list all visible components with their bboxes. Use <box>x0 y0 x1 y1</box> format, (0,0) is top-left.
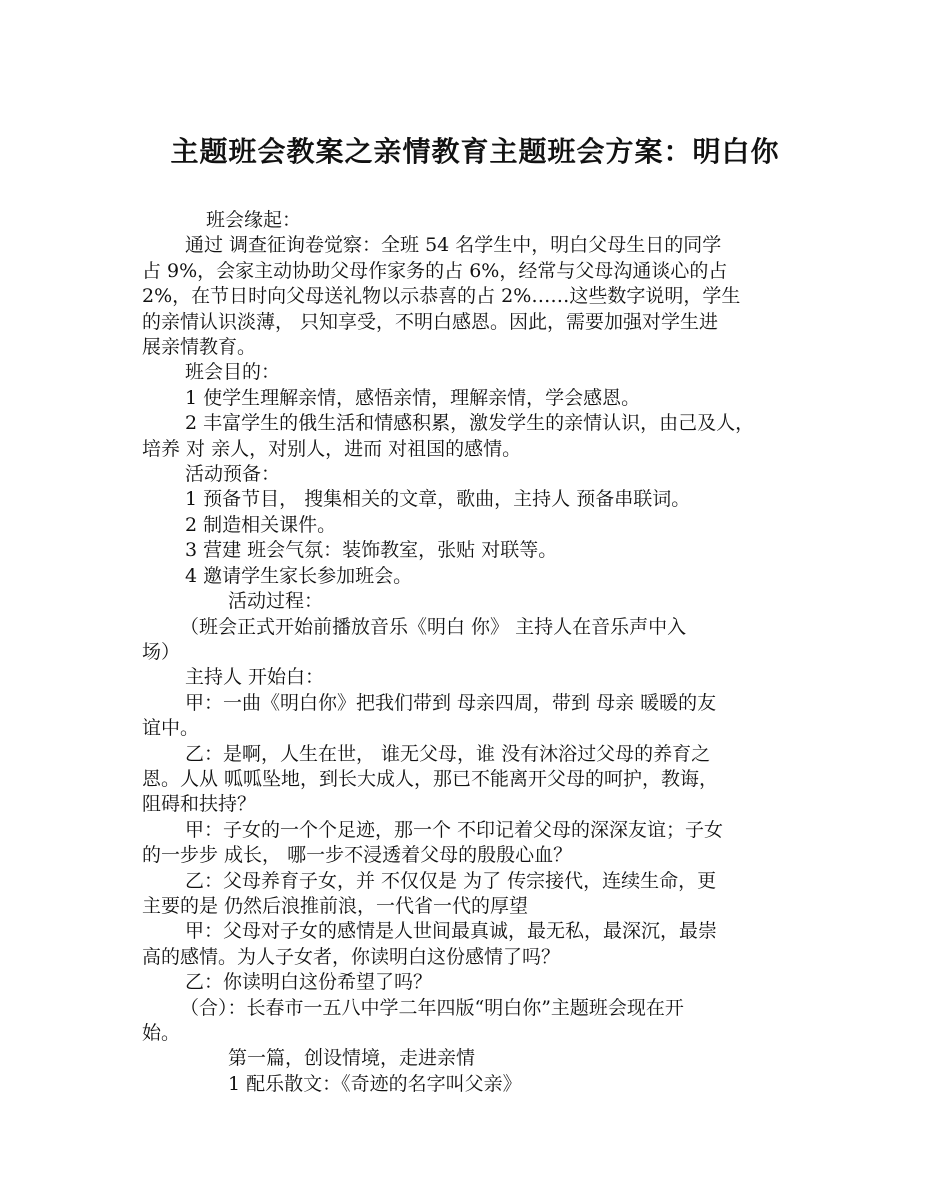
paragraph-line: 培养 对 亲人，对别人，进而 对祖国的感情。 <box>142 437 522 460</box>
paragraph-line: 通过 调查征询卷觉察：全班 54 名学生中，明白父母生日的同学 <box>185 234 722 257</box>
paragraph-line: 高的感情。为人子女者，你读明白这份感情了吗？ <box>142 945 561 968</box>
paragraph-line: 展亲情教育。 <box>142 336 257 359</box>
document-title: 主题班会教案之亲情教育主题班会方案：明白你 <box>170 135 780 168</box>
paragraph-line: 甲：一曲《明白你》把我们带到 母亲四周，带到 母亲 暖暖的友 <box>185 691 717 714</box>
paragraph-line: 阻碍和扶持？ <box>142 793 257 816</box>
paragraph-line: 主要的是 仍然后浪推前浪，一代省一代的厚望 <box>142 894 529 917</box>
paragraph-line: 始。 <box>142 1022 181 1044</box>
paragraph-line: （班会正式开始前播放音乐《明白 你》 主持人在音乐声中入 <box>180 615 687 638</box>
paragraph-line: 乙：是啊，人生在世， 谁无父母，谁 没有沐浴过父母的养育之 <box>185 742 711 765</box>
paragraph-line: 甲：父母对子女的感情是人世间最真诚，最无私，最深沉，最崇 <box>185 920 718 943</box>
document-body <box>142 208 814 1097</box>
paragraph-line: 2 丰富学生的俄生活和情感积累，激发学生的亲情认识，由己及人， <box>185 412 755 435</box>
paragraph-line: 主持人 开始白： <box>185 666 325 689</box>
section-heading-preparation: 活动预备： <box>185 463 281 486</box>
paragraph-line: 的一步步 成长， 哪一步不浸透着父母的殷殷心血？ <box>142 844 573 867</box>
section-heading-process: 活动过程： <box>228 590 324 613</box>
paragraph-line: 2 制造相关课件。 <box>185 513 337 536</box>
paragraph-line: 4 邀请学生家长参加班会。 <box>185 564 413 587</box>
paragraph-line: 恩。人从 呱呱坠地，到长大成人，那已不能离开父母的呵护，教诲， <box>142 767 719 790</box>
paragraph-line: 甲：子女的一个个足迹，那一个 不印记着父母的深深友谊；子女 <box>185 818 724 841</box>
paragraph-line: 2%，在节日时向父母送礼物以示恭喜的占 2%……这些数字说明，学生 <box>142 285 741 308</box>
paragraph-line: 乙：你读明白这份希望了吗？ <box>185 971 433 994</box>
paragraph-line: 1 使学生理解亲情，感悟亲情，理解亲情，学会感恩。 <box>185 386 641 409</box>
paragraph-line: 的亲情认识淡薄， 只知享受，不明白感恩。因此，需要加强对学生进 <box>142 310 719 333</box>
paragraph-line: 场） <box>142 640 181 663</box>
section-heading-goals: 班会目的： <box>185 361 281 384</box>
paragraph-line: （合）：长春市一五八中学二年四版“明白你”主题班会现在开 <box>180 996 684 1019</box>
section-heading-part-one: 第一篇，创设情境，走进亲情 <box>228 1047 476 1070</box>
paragraph-line: 3 营建 班会气氛：装饰教室，张贴 对联等。 <box>185 539 558 562</box>
paragraph-line: 1 配乐散文：《奇迹的名字叫父亲》 <box>228 1072 522 1095</box>
paragraph-line: 1 预备节目， 搜集相关的文章，歌曲，主持人 预备串联词。 <box>185 488 691 511</box>
paragraph-line: 乙：父母养育子女，并 不仅仅是 为了 传宗接代，连续生命，更 <box>185 869 717 892</box>
paragraph-line: 谊中。 <box>142 717 200 740</box>
section-heading-origin: 班会缘起： <box>206 209 302 231</box>
paragraph-line: 占 9%，会家主动协助父母作家务的占 6%，经常与父母沟通谈心的占 <box>142 259 728 282</box>
